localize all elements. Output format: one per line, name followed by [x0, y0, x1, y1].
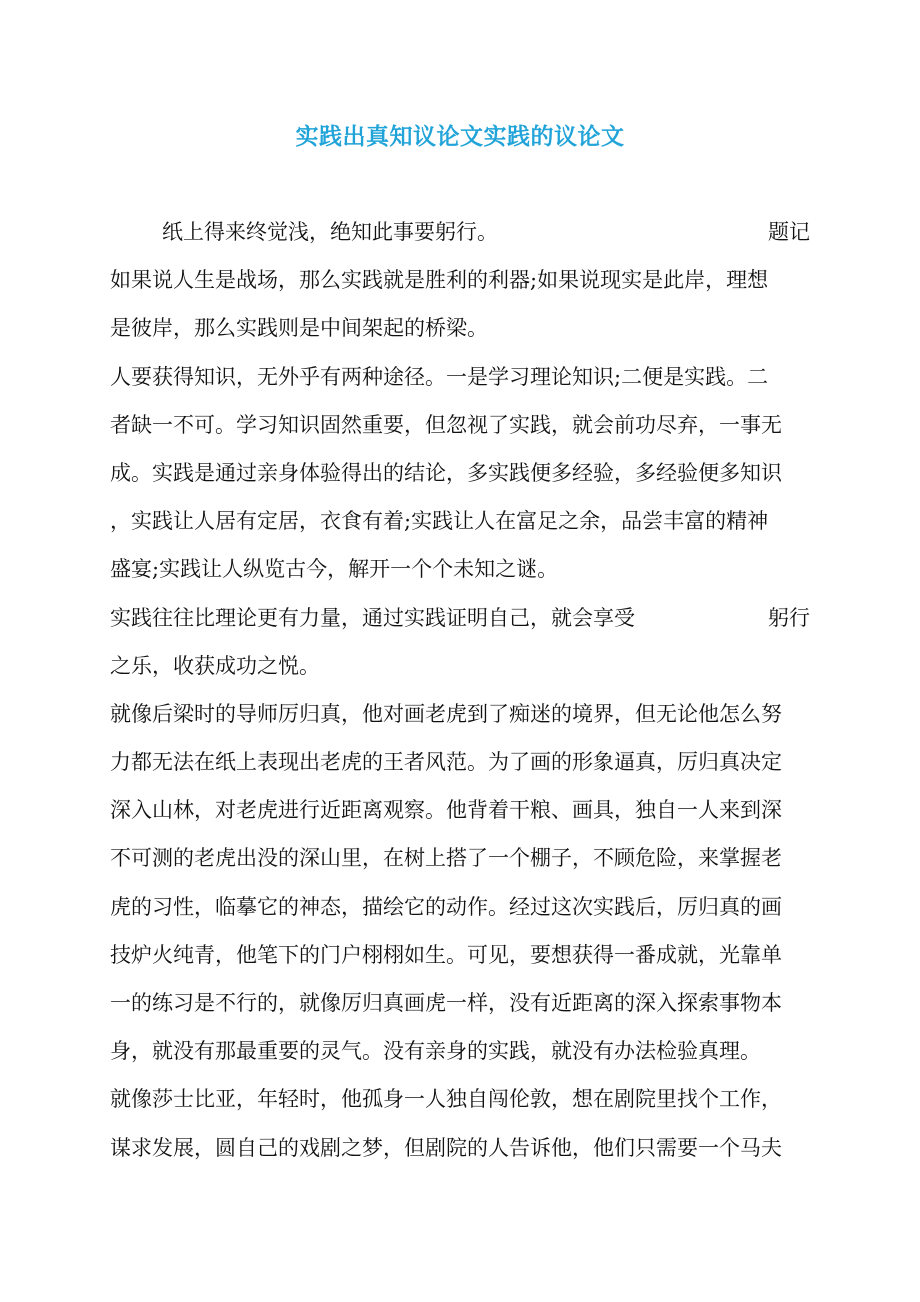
- text-line: 成。实践是通过亲身体验得出的结论，多实践便多经验，多经验便多知识: [110, 460, 782, 485]
- text-line: ，实践让人居有定居，衣食有着;实践让人在富足之余，品尝丰富的精神: [110, 509, 769, 534]
- text-line: 如果说人生是战场，那么实践就是胜利的利器;如果说现实是此岸，理想: [110, 268, 769, 293]
- epigraph-text: 纸上得来终觉浅，绝知此事要躬行。: [162, 220, 498, 244]
- text-line: 谋求发展，圆自己的戏剧之梦，但剧院的人告诉他，他们只需要一个马夫: [110, 1135, 782, 1160]
- text-line: 盛宴;实践让人纵览古今，解开一个个未知之谜。: [110, 557, 559, 582]
- text-line: 之乐，收获成功之悦。: [110, 653, 320, 678]
- text-line: 是彼岸，那么实践则是中间架起的桥梁。: [110, 316, 488, 341]
- text-line: 深入山林，对老虎进行近距离观察。他背着干粮、画具，独自一人来到深: [110, 798, 782, 823]
- text-line: 不可测的老虎出没的深山里，在树上搭了一个棚子，不顾危险，来掌握老: [110, 846, 782, 871]
- document-title: 实践出真知议论文实践的议论文: [295, 123, 625, 150]
- document-body: [110, 208, 810, 1172]
- text-line: 者缺一不可。学习知识固然重要，但忽视了实践，就会前功尽弃，一事无: [110, 412, 782, 437]
- text-line: 身，就没有那最重要的灵气。没有亲身的实践，就没有办法检验真理。: [110, 1039, 761, 1064]
- line-text: 实践往往比理论更有力量，通过实践证明自己，就会享受: [110, 605, 635, 630]
- text-line: 就像后梁时的导师厉归真，他对画老虎到了痴迷的境界，但无论他怎么努: [110, 701, 782, 726]
- text-line: 就像莎士比亚，年轻时，他孤身一人独自闯伦敦，想在剧院里找个工作，: [110, 1087, 782, 1112]
- text-line: 虎的习性，临摹它的神态，描绘它的动作。经过这次实践后，厉归真的画: [110, 894, 782, 919]
- text-line: 一的练习是不行的，就像厉归真画虎一样，没有近距离的深入探索事物本: [110, 991, 782, 1015]
- text-line: [110, 208, 810, 256]
- text-line: 人要获得知识，无外乎有两种途径。一是学习理论知识;二便是实践。二: [110, 364, 769, 389]
- text-line: [110, 594, 810, 642]
- line-end-word: 躬行: [768, 605, 810, 630]
- epigraph-attribution: 题记: [768, 220, 810, 244]
- text-line: 力都无法在纸上表现出老虎的王者风范。为了画的形象逼真，厉归真决定: [110, 750, 782, 775]
- text-line: 技炉火纯青，他笔下的门户栩栩如生。可见，要想获得一番成就，光靠单: [110, 942, 782, 967]
